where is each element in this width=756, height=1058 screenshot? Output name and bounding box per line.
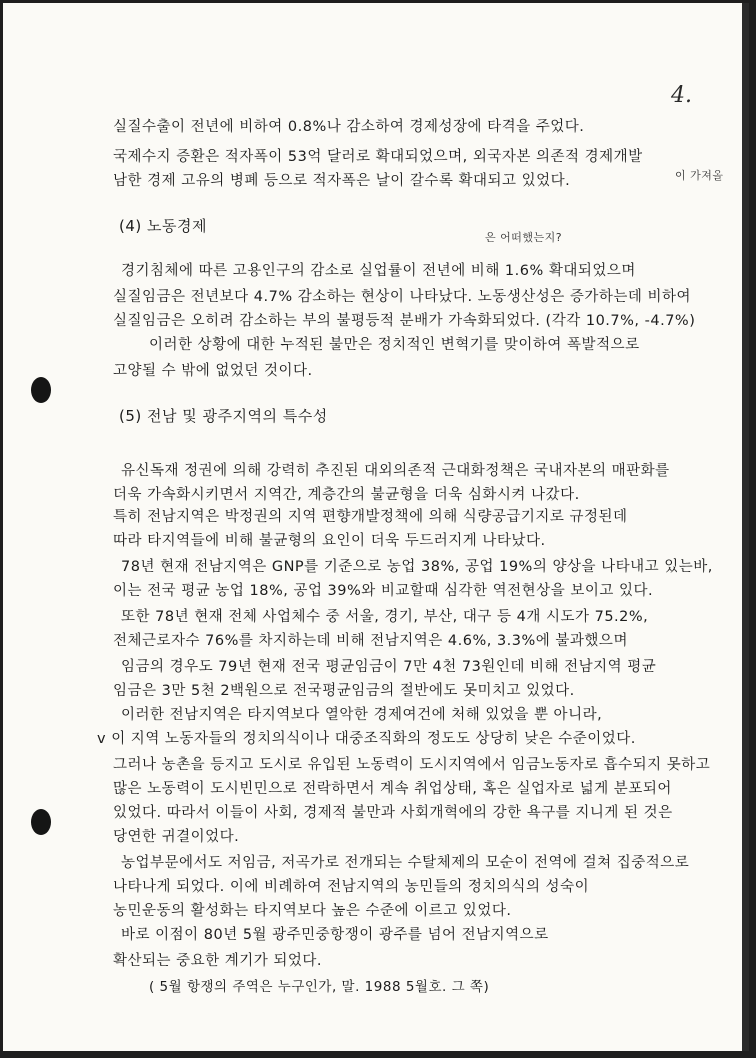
text-line: 이러한 전남지역은 타지역보다 열악한 경제여건에 처해 있었을 뿐 아니라,: [121, 707, 603, 723]
text-line: 78년 현재 전남지역은 GNP를 기준으로 농업 38%, 공업 19%의 양상을 나타내고 있는바,: [121, 559, 713, 575]
margin-note: 은 어떠했는지?: [485, 231, 563, 244]
text-line: 고양될 수 밖에 없었던 것이다.: [113, 363, 313, 379]
text-line: 국제수지 증환은 적자폭이 53억 달러로 확대되었으며, 외국자본 의존적 경제개발: [113, 149, 643, 165]
text-line: 이는 전국 평균 농업 18%, 공업 39%와 비교할때 심각한 역전현상을 보이고 있다.: [113, 583, 654, 599]
page-number: 4.: [671, 83, 692, 108]
text-line: 많은 노동력이 도시빈민으로 전락하면서 계속 취업상태, 혹은 실업자로 넓게 분포되어: [113, 781, 672, 797]
text-line: 특히 전남지역은 박정권의 지역 편향개발정책에 의해 식량공급기지로 규정된데: [113, 509, 628, 525]
text-line: 임금의 경우도 79년 현재 전국 평균임금이 7만 4천 73원인데 비해 전남지역 평균: [121, 659, 657, 675]
document-page: [3, 3, 749, 1051]
text-line: 있었다. 따라서 이들이 사회, 경제적 불만과 사회개혁에의 강한 욕구를 지니게 된 것은: [113, 805, 673, 821]
section-heading: (4) 노동경제: [119, 217, 207, 235]
text-line: 농민운동의 활성화는 타지역보다 높은 수준에 이르고 있었다.: [113, 903, 512, 919]
text-line: 더욱 가속화시키면서 지역간, 계층간의 불균형을 더욱 심화시켜 나갔다.: [113, 487, 580, 503]
text-line: 남한 경제 고유의 병폐 등으로 적자폭은 날이 갈수록 확대되고 있었다.: [113, 173, 571, 189]
section-heading: (5) 전남 및 광주지역의 특수성: [119, 407, 328, 425]
margin-note: 이 가져올: [675, 169, 724, 182]
text-line: 전체근로자수 76%를 차지하는데 비해 전남지역은 4.6%, 3.3%에 불과했으며: [113, 633, 628, 649]
text-line: 그러나 농촌을 등지고 도시로 유입된 노동력이 도시지역에서 임금노동자로 흡수되지 못하고: [113, 757, 711, 773]
text-line: 확산되는 중요한 계기가 되었다.: [113, 953, 323, 969]
punch-hole: [31, 809, 51, 835]
text-line: 나타나게 되었다. 이에 비례하여 전남지역의 농민들의 정치의식의 성숙이: [113, 879, 590, 895]
text-line: 유신독재 정권에 의해 강력히 추진된 대외의존적 근대화정책은 국내자본의 매판화를: [121, 463, 670, 479]
text-line: 경기침체에 따른 고용인구의 감소로 실업률이 전년에 비해 1.6% 확대되었으며: [121, 263, 636, 279]
text-line: 또한 78년 현재 전체 사업체수 중 서울, 경기, 부산, 대구 등 4개 시도가 75.2%,: [121, 609, 649, 625]
text-line: 따라 타지역들에 비해 불균형의 요인이 더욱 두드러지게 나타났다.: [113, 533, 546, 549]
text-line: 바로 이점이 80년 5월 광주민중항쟁이 광주를 넘어 전남지역으로: [121, 927, 549, 943]
text-line: v 이 지역 노동자들의 정치의식이나 대중조직화의 정도도 상당히 낮은 수준이었다.: [97, 731, 636, 747]
text-line: 이러한 상황에 대한 누적된 불만은 정치적인 변혁기를 맞이하여 폭발적으로: [149, 337, 640, 353]
text-line: 실질수출이 전년에 비하여 0.8%나 감소하여 경제성장에 타격을 주었다.: [113, 119, 585, 135]
text-line: 농업부문에서도 저임금, 저곡가로 전개되는 수탈체제의 모순이 전역에 걸쳐 집중적으로: [121, 855, 690, 871]
citation: ( 5월 항쟁의 주역은 누구인가, 말. 1988 5월호. 그 쪽): [149, 979, 490, 995]
text-line: 임금은 3만 5천 2백원으로 전국평균임금의 절반에도 못미치고 있었다.: [113, 683, 575, 699]
text-line: 당연한 귀결이었다.: [113, 829, 240, 845]
text-line: 실질임금은 전년보다 4.7% 감소하는 현상이 나타났다. 노동생산성은 증가하는데 비하여: [113, 289, 692, 305]
punch-hole: [31, 377, 51, 403]
text-line: 실질임금은 오히려 감소하는 부의 불평등적 분배가 가속화되었다. (각각 10.7%, -4.7%): [113, 313, 696, 329]
scan-edge: [742, 3, 749, 1051]
